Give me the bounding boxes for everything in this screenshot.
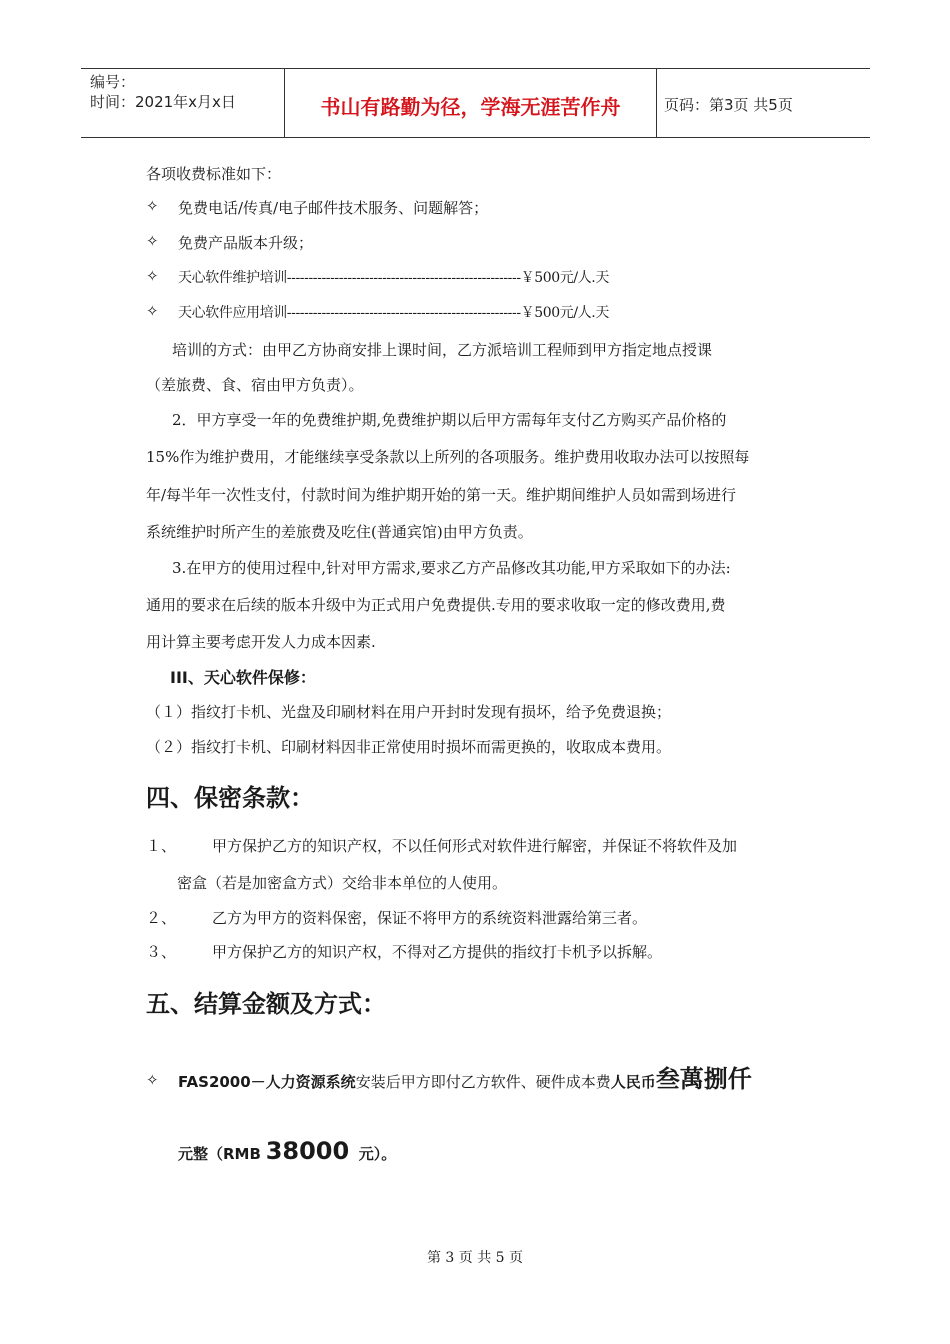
- clause2-line: 15%作为维护费用，才能继续享受条款以上所列的各项服务。维护费用收取办法可以按照每: [146, 448, 750, 466]
- clause3-line: 通用的要求在后续的版本升级中为正式用户免费提供.专用的要求收取一定的修改费用,费: [146, 596, 726, 614]
- warranty-title: III、天心软件保修：: [170, 668, 316, 687]
- bullet-icon: ✧: [146, 302, 159, 320]
- bullet-icon: ✧: [146, 197, 159, 215]
- header-motto-cell: [285, 69, 657, 137]
- clause3-line: 用计算主要考虑开发人力成本因素.: [146, 633, 376, 651]
- confidentiality-title: 四、保密条款：: [146, 784, 314, 812]
- header-page-cell: [657, 69, 870, 137]
- fee-item: 免费电话/传真/电子邮件技术服务、问题解答；: [178, 199, 489, 217]
- clause2-line: 年/每半年一次性支付，付款时间为维护期开始的第一天。维护期间维护人员如需到场进行: [146, 486, 737, 504]
- fee-item: 免费产品版本升级；: [178, 234, 314, 252]
- training-line: 培训的方式：由甲乙方协商安排上课时间，乙方派培训工程师到甲方指定地点授课: [172, 341, 713, 359]
- clause3-line: 3.在甲方的使用过程中,针对甲方需求,要求乙方产品修改其功能,甲方采取如下的办法:: [172, 559, 731, 577]
- motto: 书山有路勤为径，学海无涯苦作舟: [320, 95, 621, 119]
- unit-label: 元整（RMB: [178, 1145, 261, 1163]
- settlement-title: 五、结算金额及方式：: [146, 990, 386, 1018]
- warranty-item: （１）指纹打卡机、光盘及印刷材料在用户开封时发现有损坏，给予免费退换；: [146, 703, 672, 721]
- clause2-line: 2．甲方享受一年的免费维护期,免费维护期以后甲方需每年支付乙方购买产品价格的: [172, 411, 727, 429]
- amount-words: 叁萬捌仟: [655, 1065, 752, 1093]
- settlement-line: [178, 1064, 752, 1097]
- confidentiality-line: 甲方保护乙方的知识产权，不得对乙方提供的指纹打卡机予以拆解。: [212, 943, 663, 961]
- page-header: [81, 68, 870, 138]
- bullet-icon: ✧: [146, 1071, 159, 1089]
- confidentiality-line: 甲方保护乙方的知识产权，不以任何形式对软件进行解密，并保证不将软件及加: [212, 837, 738, 855]
- clause-number: ３、: [146, 943, 177, 961]
- fee-item: 天心软件应用培训------------------------------------------------------￥500元/人.天: [178, 305, 609, 321]
- time-label: 时间：2021年x月x日: [90, 93, 236, 111]
- bullet-icon: ✧: [146, 267, 159, 285]
- amount-number: 38000: [265, 1137, 350, 1165]
- confidentiality-line: 密盒（若是加密盒方式）交给非本单位的人使用。: [177, 874, 508, 892]
- product-name: FAS2000－人力资源系统: [178, 1073, 356, 1091]
- page-footer: 第 3 页 共 5 页: [426, 1250, 524, 1266]
- bullet-icon: ✧: [146, 232, 159, 250]
- clause-number: １、: [146, 837, 177, 855]
- fees-intro: 各项收费标准如下：: [146, 165, 282, 183]
- serial-label: 编号：: [90, 73, 136, 91]
- training-line: （差旅费、食、宿由甲方负责）。: [146, 376, 364, 394]
- warranty-item: （２）指纹打卡机、印刷材料因非正常使用时损坏而需更换的，收取成本费用。: [146, 738, 672, 756]
- header-info-cell: [81, 69, 285, 137]
- confidentiality-line: 乙方为甲方的资料保密，保证不将甲方的系统资料泄露给第三者。: [212, 909, 648, 927]
- clause2-line: 系统维护时所产生的差旅费及吃住(普通宾馆)由甲方负责。: [146, 523, 533, 541]
- settlement-text: 安装后甲方即付乙方软件、硬件成本费: [355, 1073, 611, 1091]
- settlement-amount-line: [178, 1136, 396, 1169]
- currency-label: 人民币: [610, 1073, 656, 1091]
- unit-close: 元）。: [358, 1145, 397, 1163]
- clause-number: ２、: [146, 909, 177, 927]
- fee-item: 天心软件维护培训------------------------------------------------------￥500元/人.天: [178, 270, 609, 286]
- page-label: 页码：第3页 共5页: [664, 96, 793, 114]
